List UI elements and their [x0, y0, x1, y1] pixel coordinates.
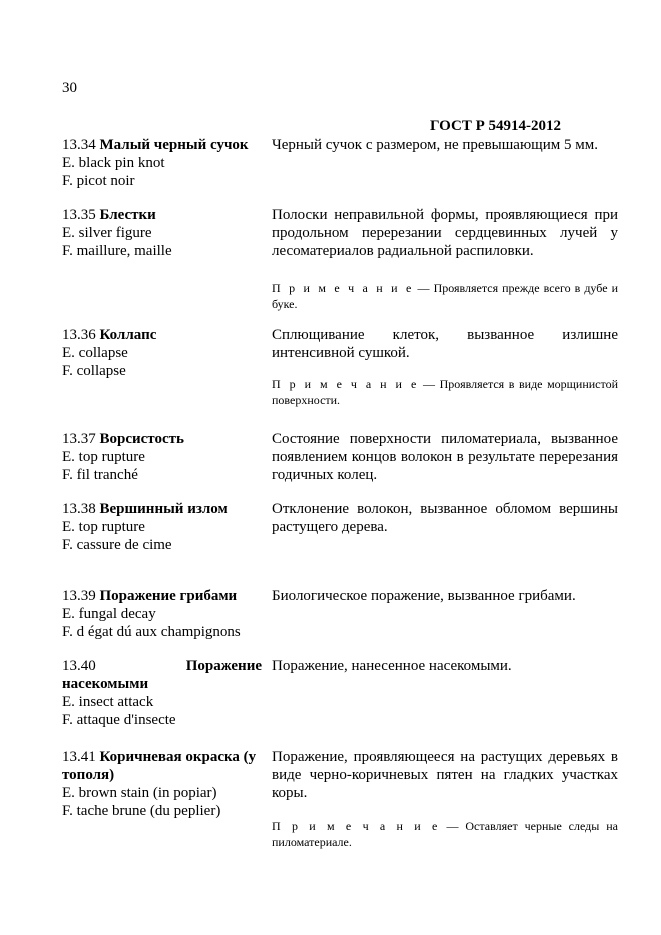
note-label: П р и м е ч а н и е — [272, 281, 414, 295]
term-definition: Отклонение волокон, вызванное обломом вершины растущего дерева. — [272, 501, 618, 535]
term-note: П р и м е ч а н и е — Проявляется прежде всего в дубе и буке. — [272, 281, 618, 311]
term-definition-block — [272, 206, 618, 312]
page-number: 30 — [62, 80, 77, 96]
term-english: E. collapse — [62, 345, 128, 361]
term-name: Коричневая окраска (у тополя) — [62, 749, 257, 783]
term-block — [62, 326, 262, 380]
term-block — [62, 500, 262, 554]
term-french: F. tache brune (du peplier) — [62, 803, 221, 819]
term-name: Малый черный сучок — [99, 137, 249, 153]
term-name: Поражение насекомыми — [62, 658, 262, 692]
term-number: 13.37 — [62, 431, 96, 447]
term-name: Ворсистость — [99, 431, 184, 447]
term-french: F. picot noir — [62, 173, 135, 189]
term-name: Поражение грибами — [99, 588, 238, 604]
term-note: П р и м е ч а н и е — Оставляет черные следы на пиломатериале. — [272, 819, 618, 849]
note-label: П р и м е ч а н и е — [272, 819, 440, 833]
term-definition: Поражение, нанесенное насекомыми. — [272, 658, 512, 674]
term-french: F. attaque d'insecte — [62, 712, 176, 728]
term-english: E. black pin knot — [62, 155, 165, 171]
term-number: 13.39 — [62, 588, 96, 604]
term-definition: Состояние поверхности пиломатериала, вызванное появлением концов волокон в результате перерезания годичных колец. — [272, 431, 618, 483]
term-definition-block — [272, 748, 618, 850]
term-french: F. fil tranché — [62, 467, 138, 483]
term-block — [62, 136, 262, 190]
term-english: E. fungal decay — [62, 606, 156, 622]
note-label: П р и м е ч а н и е — [272, 377, 419, 391]
term-definition: Черный сучок с размером, не превышающим 5 мм. — [272, 137, 598, 153]
term-definition-block — [272, 326, 618, 408]
term-block — [62, 587, 277, 641]
term-french: F. maillure, maille — [62, 243, 172, 259]
note-text: Оставляет черные следы на пиломатериале. — [272, 819, 618, 849]
term-name: Блестки — [99, 207, 156, 223]
note-text: Проявляется в виде морщинистой поверхности. — [272, 377, 619, 407]
term-number: 13.41 — [62, 749, 96, 765]
term-french: F. d égat dú aux champignons — [62, 624, 241, 640]
term-number: 13.35 — [62, 207, 96, 223]
term-number: 13.34 — [62, 137, 96, 153]
term-name: Коллапс — [99, 327, 157, 343]
term-english: E. brown stain (in popiar) — [62, 785, 217, 801]
term-block — [62, 430, 262, 484]
term-definition: Поражение, проявляющееся на растущих деревьях в виде черно-коричневых пятен на гладких участках коры. — [272, 749, 618, 801]
term-number: 13.40 — [62, 658, 96, 674]
term-number: 13.38 — [62, 501, 96, 517]
term-note: П р и м е ч а н и е — Проявляется в виде морщинистой поверхности. — [272, 377, 619, 407]
term-block — [62, 657, 262, 729]
term-number: 13.36 — [62, 327, 96, 343]
term-name: Вершинный излом — [99, 501, 228, 517]
term-english: E. insect attack — [62, 694, 154, 710]
term-block — [62, 206, 262, 260]
document-code: ГОСТ Р 54914-2012 — [430, 118, 562, 134]
term-block — [62, 748, 262, 820]
term-french: F. cassure de cime — [62, 537, 172, 553]
term-definition: Сплющивание клеток, вызванное излишне интенсивной сушкой. — [272, 327, 618, 361]
note-text: Проявляется прежде всего в дубе и буке. — [272, 281, 618, 311]
term-english: E. top rupture — [62, 449, 145, 465]
term-french: F. collapse — [62, 363, 126, 379]
term-english: E. top rupture — [62, 519, 145, 535]
term-definition: Биологическое поражение, вызванное грибами. — [272, 588, 576, 604]
term-english: E. silver figure — [62, 225, 152, 241]
term-definition: Полоски неправильной формы, проявляющиеся при продольном перерезании сердцевинных лучей у лесоматериалов радиальной распиловки. — [272, 207, 618, 259]
